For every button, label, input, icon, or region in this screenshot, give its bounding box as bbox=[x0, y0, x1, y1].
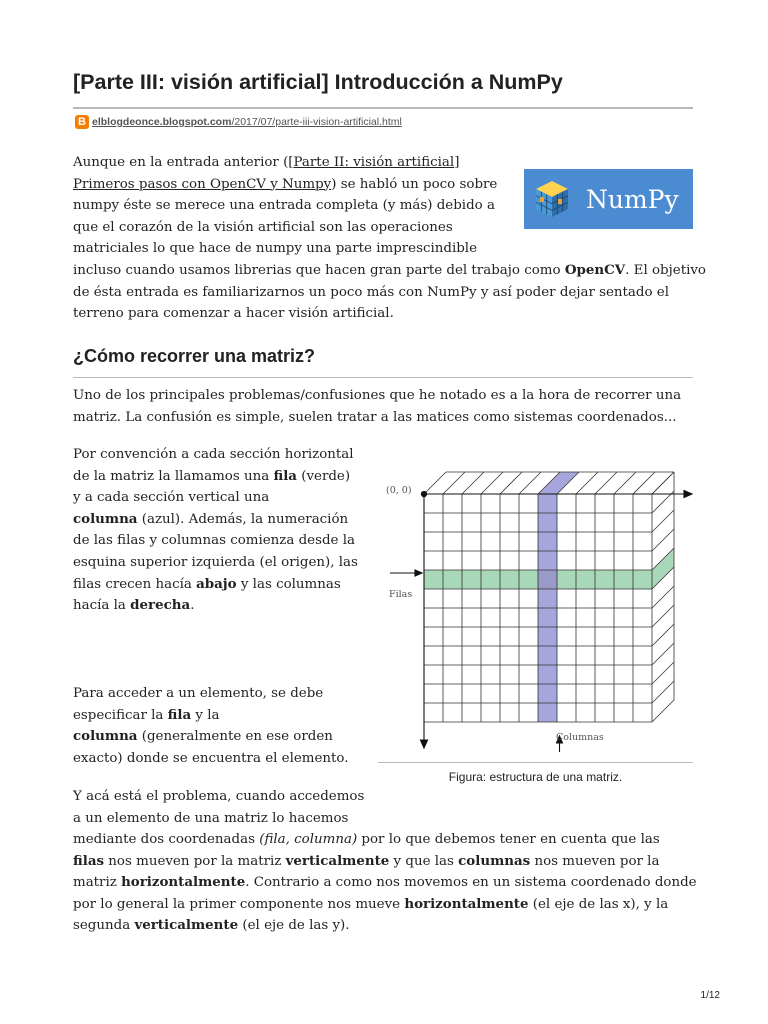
convention-paragraph: Por convención a cada sección horizontal de la matriz la llamamos una fila (verde) y a cada sección vertical una columna (azul). Además, la numeración de las filas y columnas comienza desde la esquina superior izquierda (el origen), las filas crecen hacía abajo y las columnas hacía la derecha. bbox=[73, 447, 358, 614]
numpy-cube-icon bbox=[532, 177, 572, 221]
numpy-logo bbox=[524, 169, 693, 229]
section-paragraph: Uno de los principales problemas/confusiones que he notado es a la hora de recorrer una matriz. La confusión es simple, suelen tratar a las matices como sistemas coordenados... bbox=[73, 388, 682, 425]
rows-label: Filas bbox=[389, 589, 413, 600]
origin-label: (0, 0) bbox=[386, 485, 412, 496]
section-divider bbox=[73, 377, 693, 378]
source-host[interactable]: elblogdeonce.blogspot.com bbox=[92, 116, 232, 128]
section-heading: ¿Cómo recorrer una matriz? bbox=[73, 346, 316, 366]
numpy-logo-text: NumPy bbox=[586, 184, 679, 214]
source-link[interactable] bbox=[75, 113, 402, 131]
blogger-icon: B bbox=[75, 115, 89, 129]
link-parte-ii[interactable]: Parte II: visión artificial bbox=[293, 155, 455, 170]
page-title: [Parte III: visión artificial] Introducción a NumPy bbox=[73, 70, 563, 94]
highlight-row-side bbox=[652, 548, 674, 589]
columns-label: Columnas bbox=[556, 732, 604, 743]
origin-dot bbox=[421, 491, 426, 496]
access-paragraph: Para acceder a un elemento, se debe especificar la fila y la columna (generalmente en ese orden exacto) donde se encuentra el elemento. bbox=[73, 686, 349, 766]
intro-paragraph-bottom: incluso cuando usamos librerias que hacen gran parte del trabajo como OpenCV. El objetivo de ésta entrada es familiarizarnos un poco más con NumPy y así poder dejar sentado el terreno para comenzar a hacer visión artificial. bbox=[73, 262, 706, 322]
matrix-figure bbox=[378, 468, 693, 753]
title-divider bbox=[73, 107, 693, 109]
link-primeros-pasos[interactable]: Primeros pasos con OpenCV y Numpy bbox=[73, 176, 332, 192]
page-number: 1/12 bbox=[700, 990, 720, 1001]
intro-paragraph-top: Aunque en la entrada anterior ([Parte II: visión artificial] Primeros pasos con OpenCV y Numpy) se habló un poco sobre numpy éste se merece una entrada completa (y más) debido a que el corazón de la visión artificial son las operaciones matriciales lo que hace de numpy una parte imprescindible bbox=[73, 155, 498, 257]
problem-paragraph-bottom: mediante dos coordenadas (fila, columna) por lo que debemos tener en cuenta que las filas nos mueven por la matriz verticalmente y que las columnas nos mueven por la matriz horizontalmente. Contrario a como nos movemos en un sistema coordenado donde por lo general la primer componente nos mueve horizontalmente (el eje de las x), y la segunda verticalmente (el eje de las y). bbox=[73, 832, 697, 934]
problem-paragraph-top: Y acá está el problema, cuando accedemos a un elemento de una matriz lo hacemos bbox=[73, 789, 365, 826]
figure-divider bbox=[378, 762, 693, 763]
matrix-diagram bbox=[378, 468, 693, 753]
source-path[interactable]: /2017/07/parte-iii-vision-artificial.html bbox=[231, 116, 402, 128]
highlight-column-top bbox=[538, 472, 579, 494]
highlight-intersection bbox=[538, 570, 557, 589]
figure-caption: Figura: estructura de una matriz. bbox=[448, 770, 623, 784]
